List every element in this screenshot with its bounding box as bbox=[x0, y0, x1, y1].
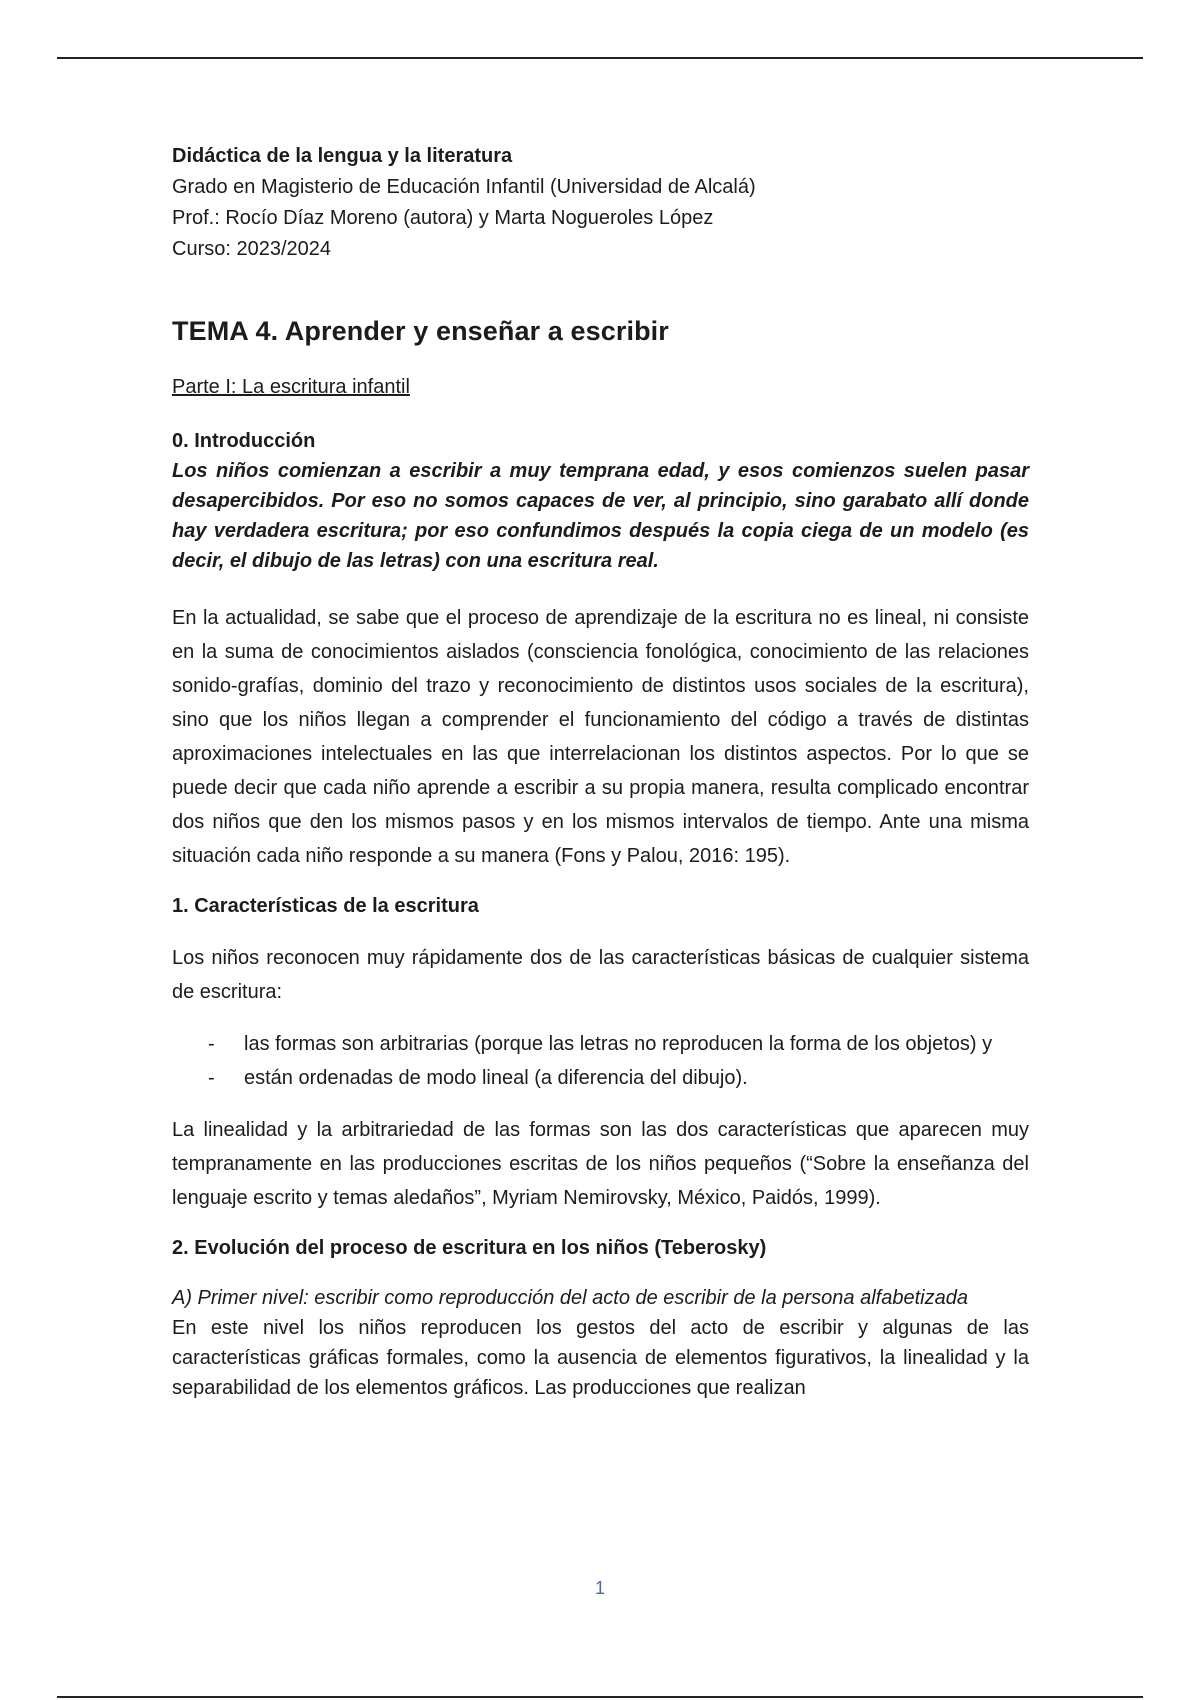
degree-line: Grado en Magisterio de Educación Infantil (Universidad de Alcalá) bbox=[172, 176, 756, 198]
characteristics-list bbox=[172, 1027, 1029, 1095]
page-number: 1 bbox=[594, 1578, 605, 1598]
bottom-rule bbox=[57, 1696, 1143, 1698]
document-title: TEMA 4. Aprender y enseñar a escribir bbox=[172, 316, 669, 346]
list-item: - las formas son arbitrarias (porque las letras no reproducen la forma de los objetos) y bbox=[172, 1027, 1029, 1061]
section1-heading: 1. Características de la escritura bbox=[172, 895, 479, 917]
intro-heading: 0. Introducción bbox=[172, 430, 316, 452]
level-a-paragraph: En este nivel los niños reproducen los gestos del acto de escribir y algunas de las características gráficas formales, como la ausencia de elementos figurativos, la linealidad y la separabilidad de los elementos gráficos. Las producciones que realizan bbox=[172, 1317, 1029, 1399]
year-line: Curso: 2023/2024 bbox=[172, 238, 332, 260]
section1-paragraph: Los niños reconocen muy rápidamente dos de las características básicas de cualquier sistema de escritura: bbox=[172, 947, 1029, 1003]
course-title: Didáctica de la lengua y la literatura bbox=[172, 145, 513, 167]
professors-line: Prof.: Rocío Díaz Moreno (autora) y Marta Nogueroles López bbox=[172, 207, 714, 229]
list-item: - están ordenadas de modo lineal (a diferencia del dibujo). bbox=[172, 1061, 1029, 1095]
intro-quote: Los niños comienzan a escribir a muy temprana edad, y esos comienzos suelen pasar desapercibidos. Por eso no somos capaces de ver, al principio, sino garabato allí donde hay verdadera escritura; por eso confundimos después la copia ciega de un modelo (es decir, el dibujo de las letras) con una escritura real. bbox=[172, 460, 1029, 572]
section1-paragraph2: La linealidad y la arbitrariedad de las formas son las dos características que aparecen muy tempranamente en las producciones escritas de los niños pequeños (“Sobre la enseñanza del lenguaje escrito y temas aledaños”, Myriam Nemirovsky, México, Paidós, 1999). bbox=[172, 1119, 1029, 1209]
level-a-heading: A) Primer nivel: escribir como reproducción del acto de escribir de la persona alfabetizada bbox=[172, 1287, 968, 1309]
section2-heading: 2. Evolución del proceso de escritura en los niños (Teberosky) bbox=[172, 1237, 767, 1259]
part-heading: Parte I: La escritura infantil bbox=[172, 376, 410, 398]
top-rule bbox=[57, 57, 1143, 59]
page-content bbox=[172, 141, 1029, 1403]
intro-paragraph: En la actualidad, se sabe que el proceso de aprendizaje de la escritura no es lineal, ni consiste en la suma de conocimientos aislados (consciencia fonológica, conocimiento de las relaciones sonido-grafías, dominio del trazo y reconocimiento de distintos usos sociales de la escritura), sino que los niños llegan a comprender el funcionamiento del código a través de distintas aproximaciones intelectuales en las que interrelacionan los distintos aspectos. Por lo que se puede decir que cada niño aprende a escribir a su propia manera, resulta complicado encontrar dos niños que den los mismos pasos y en los mismos intervalos de tiempo. Ante una misma situación cada niño responde a su manera (Fons y Palou, 2016: 195). bbox=[172, 607, 1029, 867]
